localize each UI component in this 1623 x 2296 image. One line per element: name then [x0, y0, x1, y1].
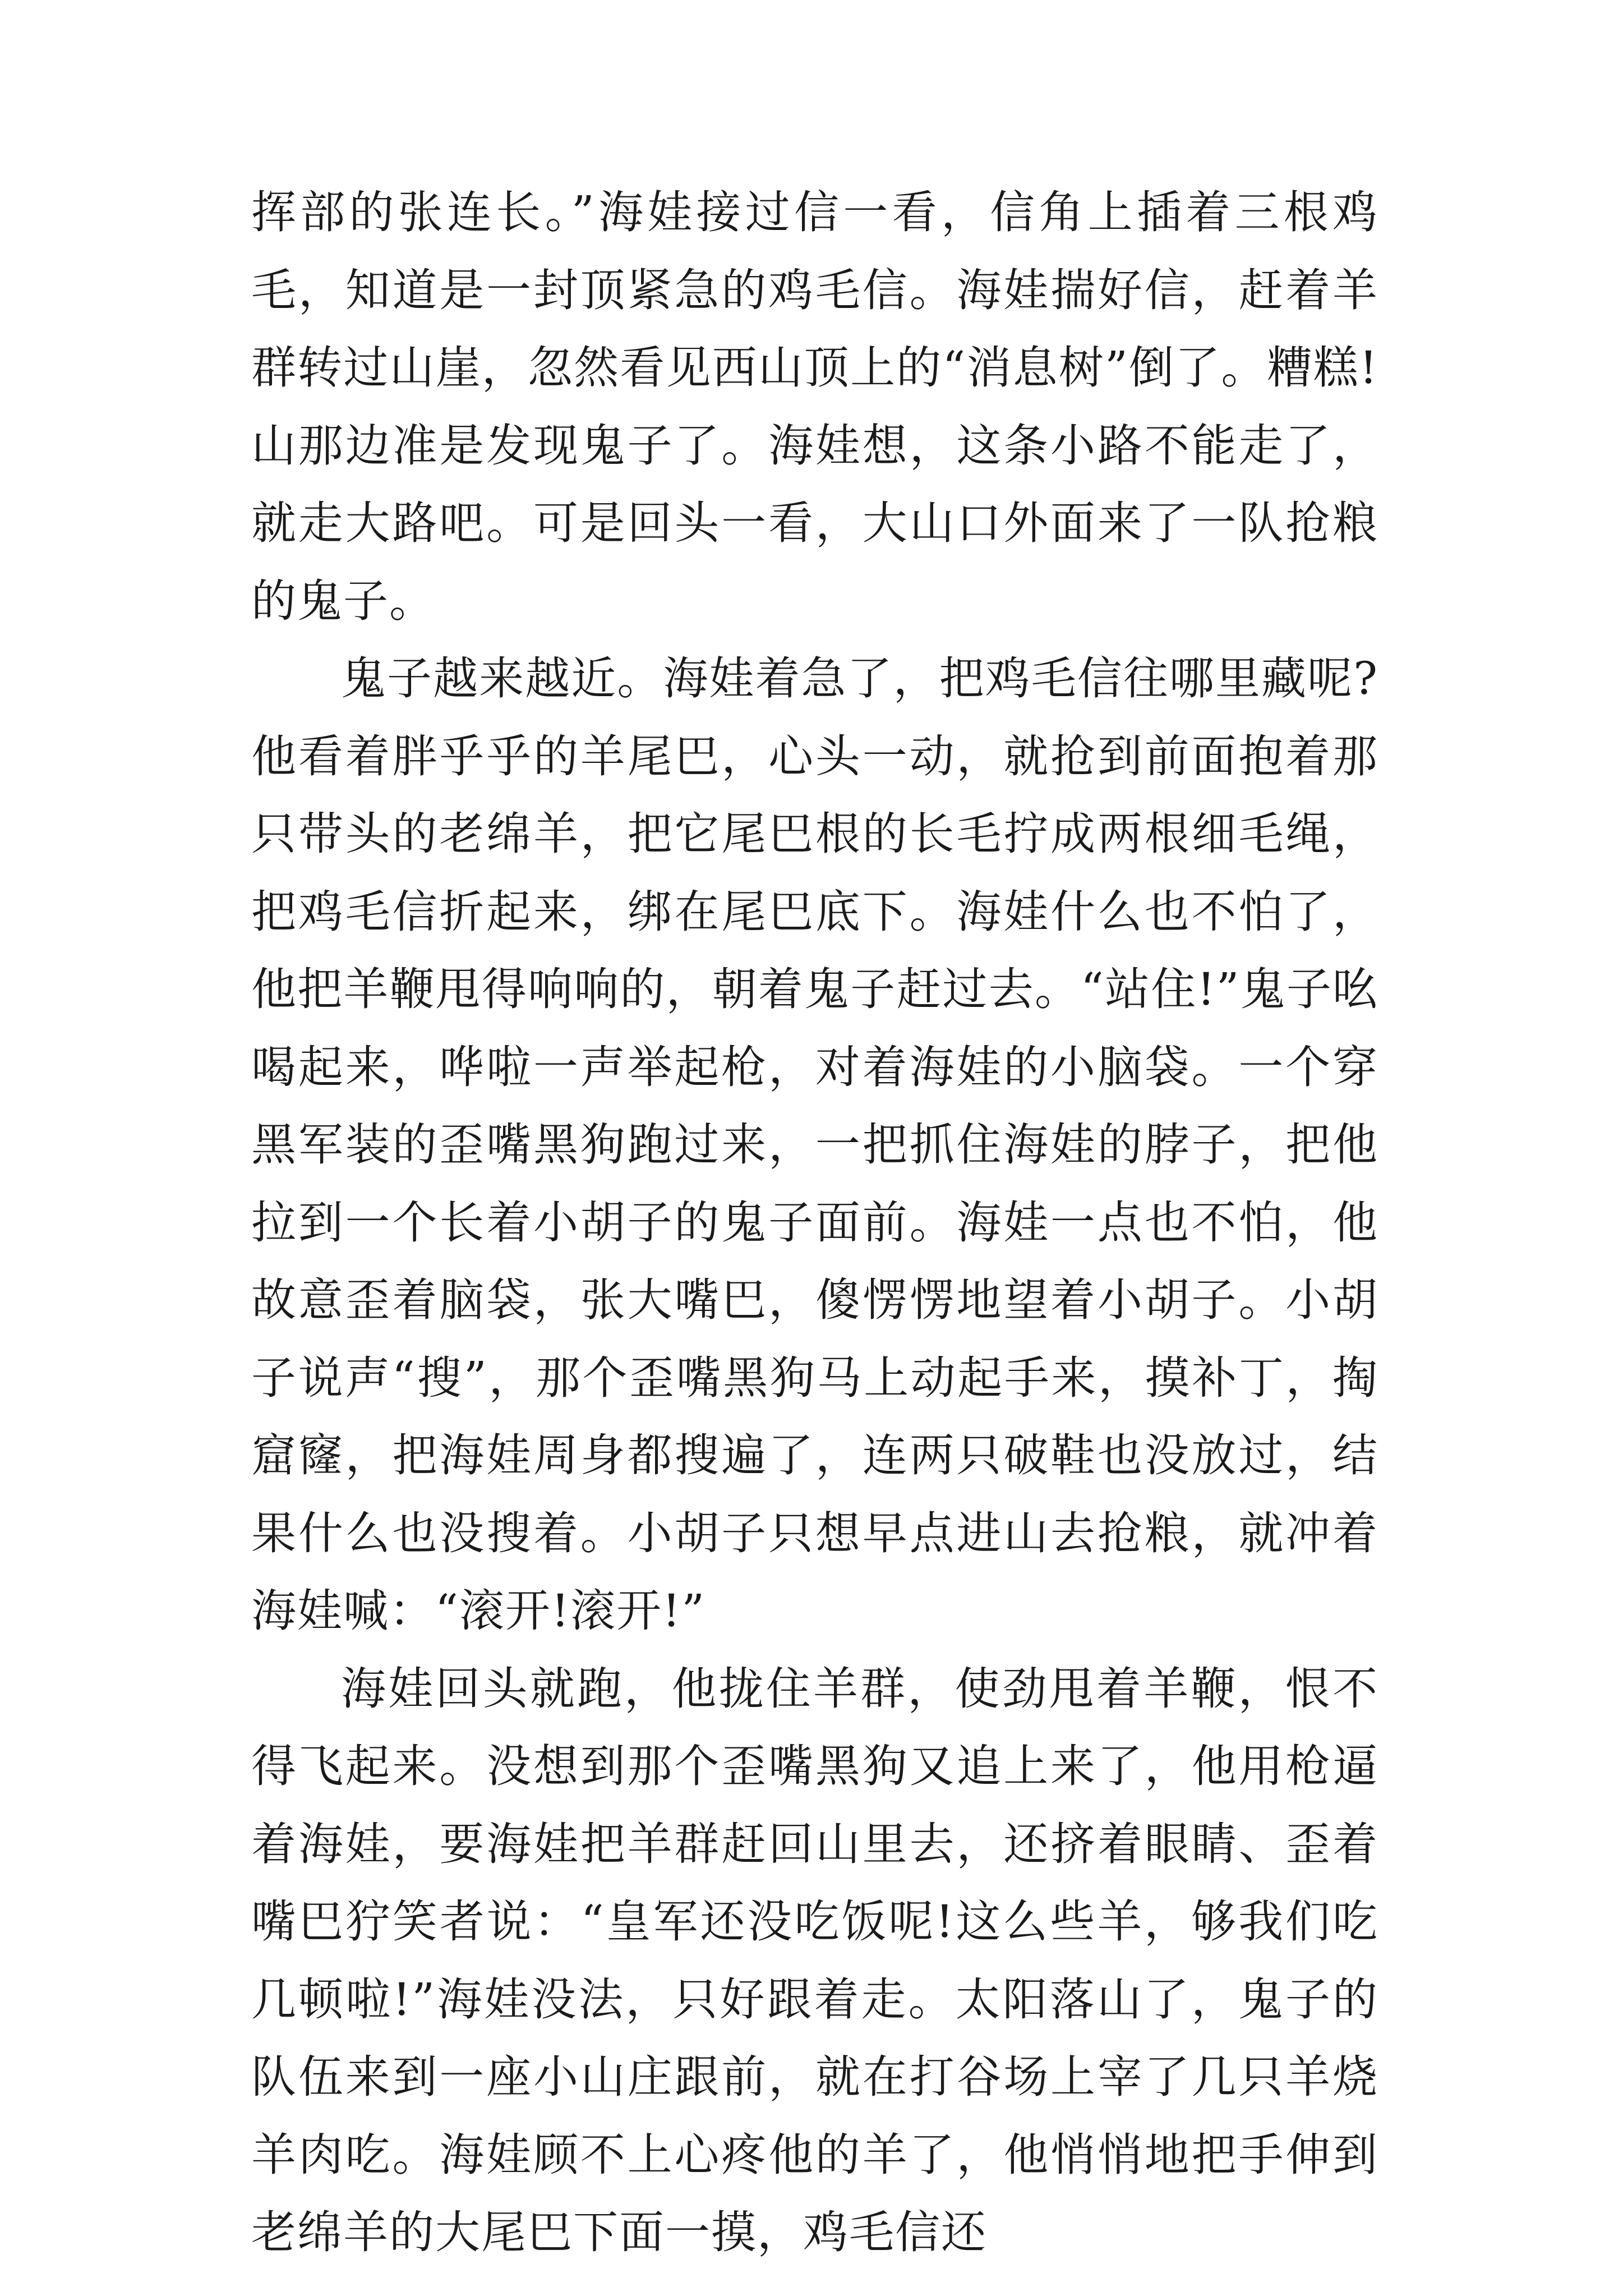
paragraph-2: 鬼子越来越近。海娃着急了，把鸡毛信往哪里藏呢?他看着胖乎乎的羊尾巴，心头一动，就抢到前面抱着那只带头的老绵羊，把它尾巴根的长毛拧成两根细毛绳，把鸡毛信折起来，绑在尾巴底下。海娃什么也不怕了，他把羊鞭甩得响响的，朝着鬼子赶过去。“站住!”鬼子吆喝起来，哗啦一声举起枪，对着海娃的小脑袋。一个穿黑军装的歪嘴黑狗跑过来，一把抓住海娃的脖子，把他拉到一个长着小胡子的鬼子面前。海娃一点也不怕，他故意歪着脑袋，张大嘴巴，傻愣愣地望着小胡子。小胡子说声“搜”，那个歪嘴黑狗马上动起手来，摸补丁，掏窟窿，把海娃周身都搜遍了，连两只破鞋也没放过，结果什么也没搜着。小胡子只想早点进山去抢粮，就冲着海娃喊：“滚开!滚开!”	[251, 652, 1378, 1637]
body-text	[251, 174, 1378, 2272]
paragraph-1: 挥部的张连长。”海娃接过信一看，信角上插着三根鸡毛，知道是一封顶紧急的鸡毛信。海娃揣好信，赶着羊群转过山崖，忽然看见西山顶上的“消息树”倒了。糟糕!山那边准是发现鬼子了。海娃想，这条小路不能走了，就走大路吧。可是回头一看，大山口外面来了一队抢粮的鬼子。	[251, 186, 1378, 627]
paragraph-3: 海娃回头就跑，他拢住羊群，使劲甩着羊鞭，恨不得飞起来。没想到那个歪嘴黑狗又追上来了，他用枪逼着海娃，要海娃把羊群赶回山里去，还挤着眼睛、歪着嘴巴狞笑者说：“皇军还没吃饭呢!这么些羊，够我们吃几顿啦!”海娃没法，只好跟着走。太阳落山了，鬼子的队伍来到一座小山庄跟前，就在打谷场上宰了几只羊烧羊肉吃。海娃顾不上心疼他的羊了，他悄悄地把手伸到老绵羊的大尾巴下面一摸，鸡毛信还	[251, 1662, 1378, 2258]
